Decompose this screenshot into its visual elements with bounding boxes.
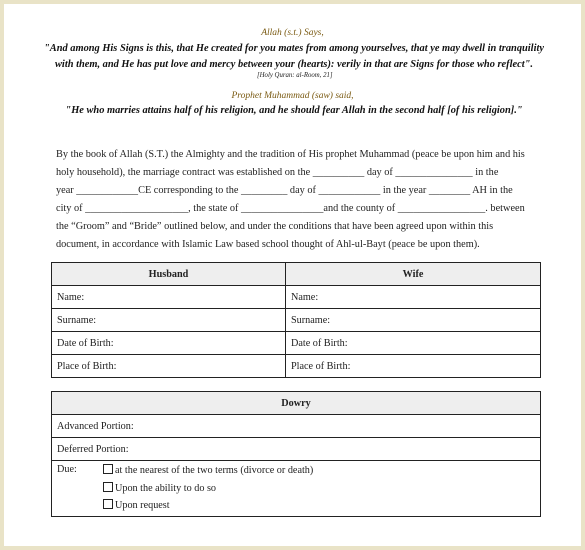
wife-name-field[interactable]: Name: xyxy=(286,286,541,309)
quote1-line1: "And among His Signs is this, that He created for you mates from among yourselves, that ye may dwell in tranquility xyxy=(44,43,544,54)
paragraph-line: year ____________CE corresponding to the _________ day of ____________ in the year ________ AH in the xyxy=(56,185,513,196)
husband-dob-field[interactable]: Date of Birth: xyxy=(52,332,286,355)
checkbox[interactable] xyxy=(103,499,113,509)
due-option-request[interactable] xyxy=(103,499,170,511)
wife-dob-field[interactable]: Date of Birth: xyxy=(286,332,541,355)
paragraph-line: the “Groom” and “Bride” outlined below, and under the conditions that have been agreed upon within this xyxy=(56,221,494,232)
quote2-text: "He who marries attains half of his religion, and he should fear Allah in the second half [of his religion]." xyxy=(65,105,523,116)
husband-header: Husband xyxy=(52,263,286,286)
wife-surname-field[interactable]: Surname: xyxy=(286,309,541,332)
wife-header: Wife xyxy=(286,263,541,286)
husband-name-field[interactable]: Name: xyxy=(52,286,286,309)
checkbox[interactable] xyxy=(103,482,113,492)
paragraph-line: holy household), the marriage contract was established on the __________ day of _______________ in the xyxy=(56,167,499,178)
spouse-table xyxy=(51,262,541,378)
wife-pob-field[interactable]: Place of Birth: xyxy=(286,355,541,378)
contract-page xyxy=(4,4,581,546)
quote2-title: Prophet Muhammad (saw) said, xyxy=(231,91,354,101)
option-label: at the nearest of the two terms (divorce or death) xyxy=(115,465,314,476)
due-cell xyxy=(52,461,541,517)
husband-pob-field[interactable]: Place of Birth: xyxy=(52,355,286,378)
due-option-ability[interactable] xyxy=(103,482,216,494)
dowry-header: Dowry xyxy=(52,392,541,415)
page-bottom-fade xyxy=(4,534,581,546)
paragraph-line: city of ____________________, the state of ________________and the county of _________________. between xyxy=(56,203,525,214)
option-label: Upon request xyxy=(115,500,170,511)
paragraph-line: By the book of Allah (S.T.) the Almighty and the tradition of His prophet Muhammad (peace be upon him and his xyxy=(56,149,525,160)
deferred-portion-field[interactable]: Deferred Portion: xyxy=(52,438,541,461)
option-label: Upon the ability to do so xyxy=(115,483,217,494)
quote1-citation: [Holy Quran: al-Room, 21] xyxy=(257,72,333,79)
quote1-line2: with them, and He has put love and mercy between your (hearts): verily in that are Signs for those who reflect". xyxy=(55,59,533,70)
due-option-nearest-term[interactable] xyxy=(103,464,313,476)
paragraph-line: document, in accordance with Islamic Law based school thought of Ahl-ul-Bayt (peace be upon them). xyxy=(56,239,480,250)
quote1-title: Allah (s.t.) Says, xyxy=(261,28,324,38)
advanced-portion-field[interactable]: Advanced Portion: xyxy=(52,415,541,438)
checkbox[interactable] xyxy=(103,464,113,474)
husband-surname-field[interactable]: Surname: xyxy=(52,309,286,332)
dowry-table xyxy=(51,391,541,517)
due-label: Due: xyxy=(57,464,77,475)
